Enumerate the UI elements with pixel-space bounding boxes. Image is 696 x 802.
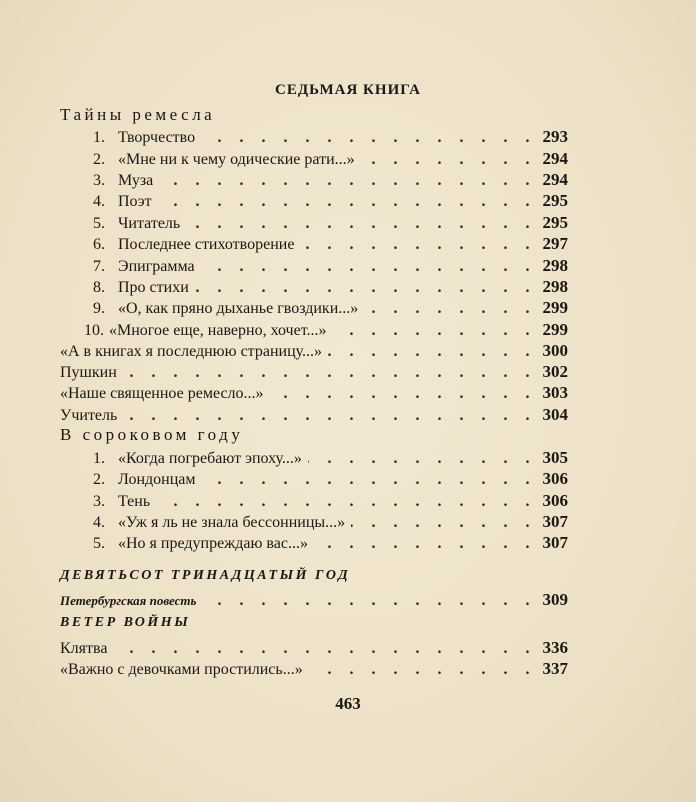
entry-title: Эпиграмма	[118, 258, 195, 275]
entry-title: Творчество	[118, 129, 196, 146]
entry-title: «Мне ни к чему одические рати...»	[118, 151, 355, 168]
entry-page: 302	[542, 362, 568, 381]
entry-page: 336	[542, 638, 568, 657]
dot-leader	[113, 640, 536, 658]
entry-page: 303	[542, 383, 568, 402]
entry-page: 307	[542, 512, 568, 531]
toc-entry	[93, 298, 568, 318]
toc-entry	[60, 405, 568, 425]
dot-leader	[328, 343, 536, 361]
entry-page: 305	[542, 448, 568, 467]
dot-leader	[361, 151, 537, 169]
entry-number: 9.	[93, 300, 105, 317]
dot-leader	[195, 279, 537, 297]
entry-number: 10.	[84, 322, 104, 339]
toc-entry	[93, 277, 568, 297]
entry-page: 306	[542, 469, 568, 488]
toc-entry	[60, 590, 568, 610]
toc-entry	[60, 638, 568, 658]
entry-title: Пушкин	[60, 364, 117, 381]
entry-title: Клятва	[60, 640, 108, 657]
entry-page: 293	[542, 127, 568, 146]
dot-leader	[202, 471, 537, 489]
entry-page: 299	[542, 298, 568, 317]
entry-page: 294	[542, 170, 568, 189]
entry-number: 6.	[93, 236, 105, 253]
toc-entry	[93, 512, 568, 532]
entry-number: 1.	[93, 129, 105, 146]
entry-number: 4.	[93, 193, 105, 210]
toc-entry	[93, 170, 568, 190]
dot-leader	[159, 172, 536, 190]
toc-entry	[60, 383, 568, 403]
toc-entry	[93, 149, 568, 169]
toc-entry	[93, 469, 568, 489]
toc-entry	[93, 491, 568, 511]
section-heading: Тайны ремесла	[60, 105, 216, 124]
toc-entry	[93, 127, 568, 147]
dot-leader	[300, 236, 536, 254]
dot-leader	[123, 364, 537, 382]
toc-entry	[93, 213, 568, 233]
entry-title: Учитель	[60, 407, 118, 424]
dot-leader	[314, 535, 537, 553]
dot-leader	[364, 300, 536, 318]
entry-title: Про стихи	[118, 279, 189, 296]
entry-title: «Наше священное ремесло...»	[60, 385, 264, 402]
dot-leader	[186, 215, 536, 233]
entry-page: 307	[542, 533, 568, 552]
entry-title: Лондонцам	[118, 471, 196, 488]
dot-leader	[158, 193, 537, 211]
entry-title: «Когда погребают эпоху...»	[118, 450, 302, 467]
entry-number: 4.	[93, 514, 105, 531]
entry-page: 300	[542, 341, 568, 360]
entry-number: 3.	[93, 172, 105, 189]
entry-page: 337	[542, 659, 568, 678]
entry-number: 3.	[93, 493, 105, 510]
entry-title: «Важно с девочками простились...»	[60, 661, 303, 678]
entry-page: 304	[542, 405, 568, 424]
dot-leader	[270, 385, 537, 403]
entry-number: 1.	[93, 450, 105, 467]
entry-title: «Уж я ль не знала бессонницы...»	[118, 514, 346, 531]
entry-page: 295	[542, 213, 568, 232]
entry-page: 295	[542, 191, 568, 210]
entry-title: Последнее стихотворение	[118, 236, 295, 253]
dot-leader	[201, 129, 536, 147]
dot-leader	[309, 661, 537, 679]
toc-entry	[93, 234, 568, 254]
dot-leader	[308, 450, 537, 468]
entry-page: 299	[542, 320, 568, 339]
entry-number: 5.	[93, 215, 105, 232]
dot-leader	[201, 258, 537, 276]
entry-page: 294	[542, 149, 568, 168]
entry-page: 306	[542, 491, 568, 510]
dot-leader	[332, 322, 536, 340]
toc-entry	[93, 533, 568, 553]
entry-title: «А в книгах я последнюю страницу...»	[60, 343, 323, 360]
entry-title: «Многое еще, наверно, хочет...»	[109, 322, 327, 339]
entry-title: Тень	[118, 493, 151, 510]
entry-title: «О, как пряно дыханье гвоздики...»	[118, 300, 359, 317]
entry-number: 2.	[93, 151, 105, 168]
entry-title: Муза	[118, 172, 154, 189]
section-heading: ДЕВЯТЬСОТ ТРИНАДЦАТЫЙ ГОД	[60, 568, 351, 583]
entry-title: «Но я предупреждаю вас...»	[118, 535, 308, 552]
entry-title: Читатель	[118, 215, 181, 232]
dot-leader	[123, 407, 536, 425]
dot-leader	[351, 514, 536, 532]
entry-number: 8.	[93, 279, 105, 296]
book-title: СЕДЬМАЯ КНИГА	[274, 82, 421, 98]
toc-entry	[93, 256, 568, 276]
entry-page: 298	[542, 277, 568, 296]
toc-entry	[60, 341, 568, 361]
entry-number: 5.	[93, 535, 105, 552]
toc-entry	[93, 191, 568, 211]
entry-number: 7.	[93, 258, 105, 275]
entry-page: 298	[542, 256, 568, 275]
entry-title: Поэт	[118, 193, 152, 210]
entry-number: 2.	[93, 471, 105, 488]
toc-entry	[84, 320, 568, 340]
section-heading: ВЕТЕР ВОЙНЫ	[60, 615, 191, 630]
toc-entry	[93, 448, 568, 468]
dot-leader	[156, 493, 536, 511]
toc-entry	[60, 362, 568, 382]
toc-entry	[60, 659, 568, 679]
entry-page: 309	[542, 590, 568, 609]
page-number: 463	[335, 694, 361, 713]
section-heading: В сороковом году	[60, 425, 244, 444]
dot-leader	[202, 592, 536, 610]
entry-page: 297	[542, 234, 568, 253]
entry-title: Петербургская повесть	[60, 593, 197, 608]
